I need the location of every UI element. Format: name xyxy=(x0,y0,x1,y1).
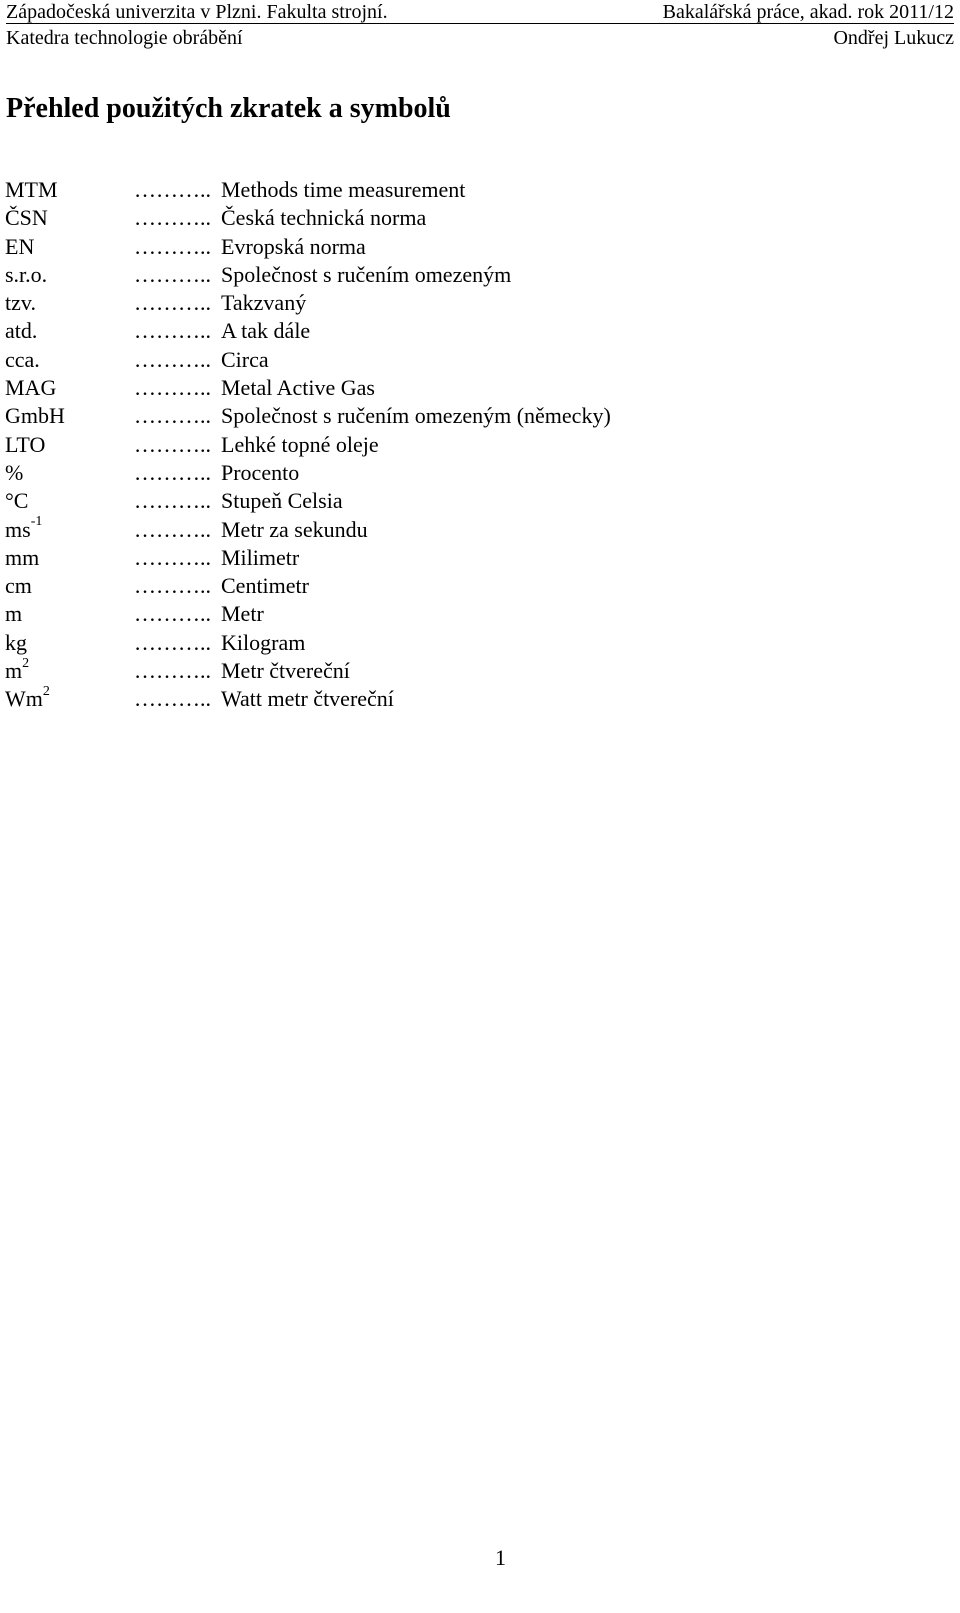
dot-leader: ……….. xyxy=(134,177,211,202)
abbreviation-meaning: Metal Active Gas xyxy=(221,375,375,401)
dot-leader: ……….. xyxy=(134,629,211,655)
header-top-line xyxy=(6,0,954,24)
abbreviation-meaning: Metr za sekundu xyxy=(221,516,368,542)
dot-leader: ……….. xyxy=(134,573,211,599)
abbreviation-term-text: °C xyxy=(5,488,29,514)
dot-leader: ……….. xyxy=(134,516,211,542)
abbreviation-term-text: Wm xyxy=(5,686,43,712)
abbreviation-term xyxy=(5,317,37,345)
abbreviation-term xyxy=(5,431,45,459)
abbreviation-term xyxy=(5,459,23,487)
abbreviation-term xyxy=(5,629,27,657)
abbreviation-term-text: cm xyxy=(5,573,32,599)
abbreviation-term-text: GmbH xyxy=(5,403,65,429)
abbreviation-term-text: atd. xyxy=(5,318,38,344)
abbreviation-term-text: m xyxy=(5,601,23,627)
page-title: Přehled použitých zkratek a symbolů xyxy=(6,93,451,124)
dot-leader: ……….. xyxy=(134,658,211,684)
abbreviation-term-exponent: 2 xyxy=(42,684,50,700)
dot-leader: ……….. xyxy=(134,233,211,259)
abbreviation-term xyxy=(5,572,32,600)
abbreviation-term-text: cca. xyxy=(5,346,40,372)
header-department: Katedra technologie obrábění xyxy=(6,27,243,49)
dot-leader: ……….. xyxy=(134,375,211,401)
abbreviation-meaning: Circa xyxy=(221,346,269,372)
abbreviation-term-text: m xyxy=(5,658,23,684)
abbreviation-term-exponent: 2 xyxy=(22,655,30,671)
abbreviation-meaning: Takzvaný xyxy=(221,290,307,316)
abbreviation-term-text: EN xyxy=(5,233,35,259)
abbreviation-term-text: LTO xyxy=(5,431,46,457)
page-number: 1 xyxy=(495,1545,506,1570)
abbreviation-term-text: tzv. xyxy=(5,290,36,316)
page-header xyxy=(6,0,954,48)
dot-leader: ……….. xyxy=(134,601,211,627)
abbreviation-meaning: Česká technická norma xyxy=(221,205,427,231)
abbreviation-meaning: Kilogram xyxy=(221,629,306,655)
abbreviation-term xyxy=(5,289,36,317)
dot-leader: ……….. xyxy=(134,346,211,372)
dot-leader: ……….. xyxy=(134,544,211,570)
abbreviation-term xyxy=(5,516,42,544)
header-underline xyxy=(6,23,954,24)
abbreviation-term-text: ČSN xyxy=(5,205,48,231)
abbreviation-term xyxy=(5,204,48,232)
abbreviation-meaning: Milimetr xyxy=(221,544,300,570)
abbreviation-term xyxy=(5,176,58,204)
dot-leader: ……….. xyxy=(134,205,211,231)
dot-leader: ……….. xyxy=(134,488,211,514)
abbreviation-term xyxy=(5,487,28,515)
abbreviation-meaning: Centimetr xyxy=(221,573,309,599)
abbreviation-term-text: kg xyxy=(5,629,27,655)
abbreviation-meaning: Metr xyxy=(221,601,264,627)
abbreviation-term-exponent: -1 xyxy=(30,514,43,530)
abbreviation-term xyxy=(5,685,50,713)
abbreviation-term-text: % xyxy=(5,459,24,485)
abbreviation-term-text: MAG xyxy=(5,375,57,401)
dot-leader: ……….. xyxy=(134,290,211,316)
abbreviation-meaning: Evropská norma xyxy=(221,233,366,259)
header-bottom-line xyxy=(6,26,954,50)
dot-leader: ……….. xyxy=(134,686,211,712)
abbreviation-meaning: Methods time measurement xyxy=(221,177,466,202)
abbreviation-term xyxy=(5,346,40,374)
abbreviation-meaning: Watt metr čtvereční xyxy=(221,686,394,712)
abbreviation-meaning: Metr čtvereční xyxy=(221,658,350,684)
abbreviation-term xyxy=(5,233,34,261)
abbreviation-term-text: MTM xyxy=(5,177,58,202)
abbreviation-term xyxy=(5,600,22,628)
abbreviation-meaning: Procento xyxy=(221,459,300,485)
dot-leader: ……….. xyxy=(134,403,211,429)
header-thesis-info: Bakalářská práce, akad. rok 2011/12 xyxy=(662,1,954,23)
abbreviation-term-text: mm xyxy=(5,544,40,570)
abbreviation-term xyxy=(5,402,65,430)
dot-leader: ……….. xyxy=(134,261,211,287)
abbreviation-term xyxy=(5,657,29,685)
abbreviation-meaning: Stupeň Celsia xyxy=(221,488,343,514)
abbreviation-term xyxy=(5,544,39,572)
header-author: Ondřej Lukucz xyxy=(833,27,954,49)
abbreviation-meaning: Společnost s ručením omezeným (německy) xyxy=(221,403,611,429)
abbreviation-term xyxy=(5,261,47,289)
abbreviation-term-text: ms xyxy=(5,516,31,542)
dot-leader: ……….. xyxy=(134,318,211,344)
dot-leader: ……….. xyxy=(134,431,211,457)
header-university: Západočeská univerzita v Plzni. Fakulta strojní. xyxy=(6,1,388,23)
abbreviation-meaning: A tak dále xyxy=(221,318,311,344)
abbreviation-meaning: Lehké topné oleje xyxy=(221,431,379,457)
abbreviation-meaning: Společnost s ručením omezeným xyxy=(221,261,512,287)
dot-leader: ……….. xyxy=(134,459,211,485)
abbreviation-term xyxy=(5,374,56,402)
abbreviation-term-text: s.r.o. xyxy=(5,261,48,287)
